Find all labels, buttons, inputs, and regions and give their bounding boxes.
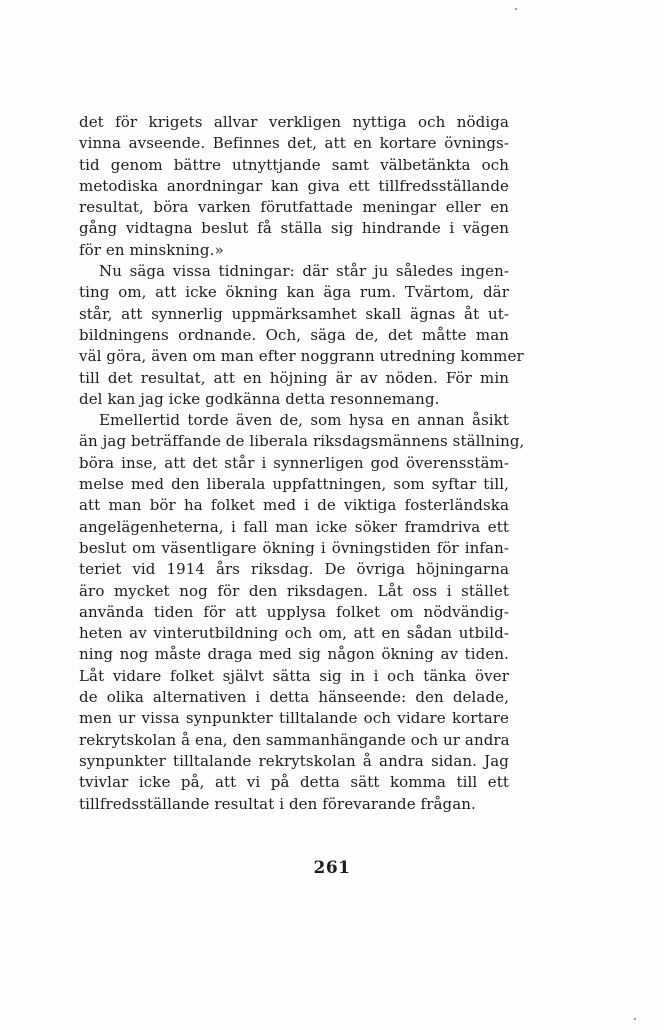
page-number: 261 <box>313 858 351 878</box>
text-line: angelägenheterna, i fall man icke söker framdriva ett <box>79 517 509 536</box>
text-line: står, att synnerlig uppmärksamhet skall ägnas åt ut- <box>79 304 509 323</box>
text-line: synpunkter tilltalande rekrytskolan å andra sidan. Jag <box>79 751 509 770</box>
text-line: de olika alternativen i detta hänseende: den delade, <box>79 688 509 707</box>
text-line: använda tiden för att upplysa folket om nödvändig- <box>79 602 509 621</box>
text-line: heten av vinterutbildning och om, att en sådan utbild- <box>79 624 509 643</box>
text-line: rekrytskolan å ena, den sammanhängande och ur andra <box>79 730 510 749</box>
text-line: det för krigets allvar verkligen nyttiga och nödiga <box>79 113 509 131</box>
text-line: böra inse, att det står i synnerligen god överensstäm- <box>79 453 509 472</box>
text-line: men ur vissa synpunkter tilltalande och vidare kortare <box>79 709 509 728</box>
scan-speck <box>634 1018 636 1020</box>
text-line: Nu säga vissa tidningar: där står ju således ingen- <box>99 262 509 281</box>
text-line: för en minskning.» <box>79 240 224 259</box>
body-text <box>79 112 525 815</box>
text-line: till det resultat, att en höjning är av nöden. För min <box>79 368 509 387</box>
text-line: bildningens ordnande. Och, säga de, det måtte man <box>79 325 509 344</box>
text-line: väl göra, även om man efter noggrann utredning kommer <box>79 347 524 366</box>
scan-speck <box>515 8 517 10</box>
text-line: teriet vid 1914 års riksdag. De övriga höjningarna <box>79 560 509 579</box>
text-line: ning nog måste draga med sig någon ökning av tiden. <box>79 645 509 664</box>
text-line: än jag beträffande de liberala riksdagsmännens ställning, <box>79 432 525 451</box>
text-line: metodiska anordningar kan giva ett tillfredsställande <box>79 176 509 195</box>
text-line: ting om, att icke ökning kan äga rum. Tvärtom, där <box>79 283 509 302</box>
text-line: melse med den liberala uppfattningen, som syftar till, <box>79 475 509 494</box>
text-line: Emellertid torde även de, som hysa en annan åsikt <box>99 411 509 430</box>
text-line: Låt vidare folket självt sätta sig in i och tänka över <box>79 666 509 685</box>
text-line: tid genom bättre utnyttjande samt välbetänkta och <box>79 155 509 174</box>
text-line: del kan jag icke godkänna detta resonnemang. <box>79 389 440 408</box>
text-line: vinna avseende. Befinnes det, att en kortare övnings- <box>79 134 509 153</box>
text-line: tvivlar icke på, att vi på detta sätt komma till ett <box>79 773 509 792</box>
text-line: tillfredsställande resultat i den förevarande frågan. <box>79 794 476 813</box>
text-line: äro mycket nog för den riksdagen. Låt oss i stället <box>79 581 509 600</box>
text-line: resultat, böra varken förutfattade meningar eller en <box>79 198 509 217</box>
text-line: att man bör ha folket med i de viktiga fosterländska <box>79 496 509 515</box>
text-line: beslut om väsentligare ökning i övningstiden för infan- <box>79 538 509 557</box>
text-line: gång vidtagna beslut få ställa sig hindrande i vägen <box>79 219 509 238</box>
